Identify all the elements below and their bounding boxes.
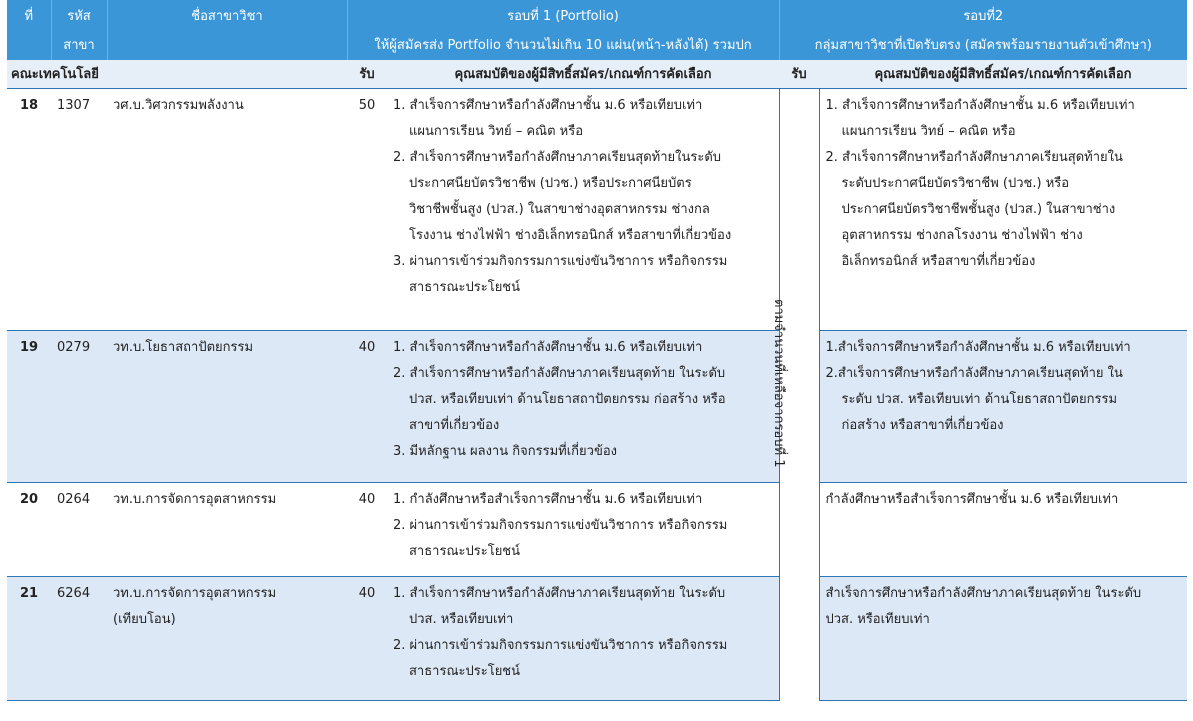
row-number: 19 [7,330,51,482]
round1-quota: 40 [347,576,387,700]
round1-criteria: 1. กำลังศึกษาหรือสำเร็จการศึกษาชั้น ม.6 หรือเทียบเท่า 2. ผ่านการเข้าร่วมกิจกรรมการแข่งขันวิชาการ หรือกิจกรรม สาธารณะประโยชน์ [387,482,779,576]
col-code-header-line2: สาขา [51,30,107,60]
round1-quota-header: รับ [347,60,387,88]
faculty-label: คณะเทคโนโลยี [7,60,347,88]
table-row [7,482,1187,576]
round1-criteria-header: คุณสมบัติของผู้มีสิทธิ์สมัคร/เกณฑ์การคัดเลือก [387,60,779,88]
round2-criteria: สำเร็จการศึกษาหรือกำลังศึกษาภาคเรียนสุดท้าย ในระดับ ปวส. หรือเทียบเท่า [819,576,1187,700]
col-code-header: รหัส [51,0,107,30]
program-name: วท.บ.การจัดการอุตสาหกรรม [107,482,347,576]
round1-criteria: 1. สำเร็จการศึกษาหรือกำลังศึกษาชั้น ม.6 หรือเทียบเท่า แผนการเรียน วิทย์ – คณิต หรือ 2. สำเร็จการศึกษาหรือกำลังศึกษาภาคเรียนสุดท้ายในระดับ ประกาศนียบัตรวิชาชีพ (ปวช.) หรือประกาศนียบัตร วิชาชีพชั้นสูง (ปวส.) ในสาขาช่างอุตสาหกรรม ช่างกล โรงงาน ช่างไฟฟ้า ช่างอิเล็กทรอนิกส์ หรือสาขาที่เกี่ยวข้อง 3. ผ่านการเข้าร่วมกิจกรรมการแข่งขันวิชาการ หรือกิจกรรม สาธารณะประโยชน์ [387,88,779,330]
program-code: 0279 [51,330,107,482]
table-row [7,330,1187,482]
header-row-1 [7,0,1187,30]
round1-quota: 40 [347,482,387,576]
program-code: 0264 [51,482,107,576]
row-number: 20 [7,482,51,576]
subheader-row [7,60,1187,88]
round2-title: รอบที่2 [779,0,1187,30]
round2-quota-header: รับ [779,60,819,88]
row-number: 18 [7,88,51,330]
round2-criteria: 1.สำเร็จการศึกษาหรือกำลังศึกษาชั้น ม.6 หรือเทียบเท่า 2.สำเร็จการศึกษาหรือกำลังศึกษาภาคเรียนสุดท้าย ใน ระดับ ปวส. หรือเทียบเท่า ด้านโยธาสถาปัตยกรรม ก่อสร้าง หรือสาขาที่เกี่ยวข้อง [819,330,1187,482]
program-name: วท.บ.โยธาสถาปัตยกรรม [107,330,347,482]
program-code: 6264 [51,576,107,700]
admission-table [7,0,1187,701]
program-code: 1307 [51,88,107,330]
round1-quota: 50 [347,88,387,330]
round2-criteria: 1. สำเร็จการศึกษาหรือกำลังศึกษาชั้น ม.6 หรือเทียบเท่า แผนการเรียน วิทย์ – คณิต หรือ 2. สำเร็จการศึกษาหรือกำลังศึกษาภาคเรียนสุดท้ายใน ระดับประกาศนียบัตรวิชาชีพ (ปวช.) หรือ ประกาศนียบัตรวิชาชีพชั้นสูง (ปวส.) ในสาขาช่าง อุตสาหกรรม ช่างกลโรงงาน ช่างไฟฟ้า ช่าง อิเล็กทรอนิกส์ หรือสาขาที่เกี่ยวข้อง [819,88,1187,330]
round2-quota-merged [771,88,819,700]
table-row [7,88,1187,330]
round2-criteria: กำลังศึกษาหรือสำเร็จการศึกษาชั้น ม.6 หรือเทียบเท่า [819,482,1187,576]
program-name: วศ.บ.วิศวกรรมพลังงาน [107,88,347,330]
col-name-header: ชื่อสาขาวิชา [107,0,347,60]
round1-quota: 40 [347,330,387,482]
round1-subtitle: ให้ผู้สมัครส่ง Portfolio จำนวนไม่เกิน 10 แผ่น(หน้า-หลังได้) รวมปก [347,30,779,60]
table-row [7,576,1187,700]
round2-subtitle: กลุ่มสาขาวิชาที่เปิดรับตรง (สมัครพร้อมรายงานตัวเข้าศึกษา) [779,30,1187,60]
round2-criteria-header: คุณสมบัติของผู้มีสิทธิ์สมัคร/เกณฑ์การคัดเลือก [819,60,1187,88]
round1-criteria: 1. สำเร็จการศึกษาหรือกำลังศึกษาชั้น ม.6 หรือเทียบเท่า 2. สำเร็จการศึกษาหรือกำลังศึกษาภาคเรียนสุดท้าย ในระดับ ปวส. หรือเทียบเท่า ด้านโยธาสถาปัตยกรรม ก่อสร้าง หรือ สาขาที่เกี่ยวข้อง 3. มีหลักฐาน ผลงาน กิจกรรมที่เกี่ยวข้อง [387,330,779,482]
round1-criteria: 1. สำเร็จการศึกษาหรือกำลังศึกษาภาคเรียนสุดท้าย ในระดับ ปวส. หรือเทียบเท่า 2. ผ่านการเข้าร่วมกิจกรรมการแข่งขันวิชาการ หรือกิจกรรม สาธารณะประโยชน์ [387,576,779,700]
row-number: 21 [7,576,51,700]
col-no-header: ที่ [7,0,51,60]
program-name: วท.บ.การจัดการอุตสาหกรรม (เทียบโอน) [107,576,347,700]
round1-title: รอบที่ 1 (Portfolio) [347,0,779,30]
round2-quota-note: ตามจำนวนที่เหลือจากรอบที่ 1 [771,298,786,467]
